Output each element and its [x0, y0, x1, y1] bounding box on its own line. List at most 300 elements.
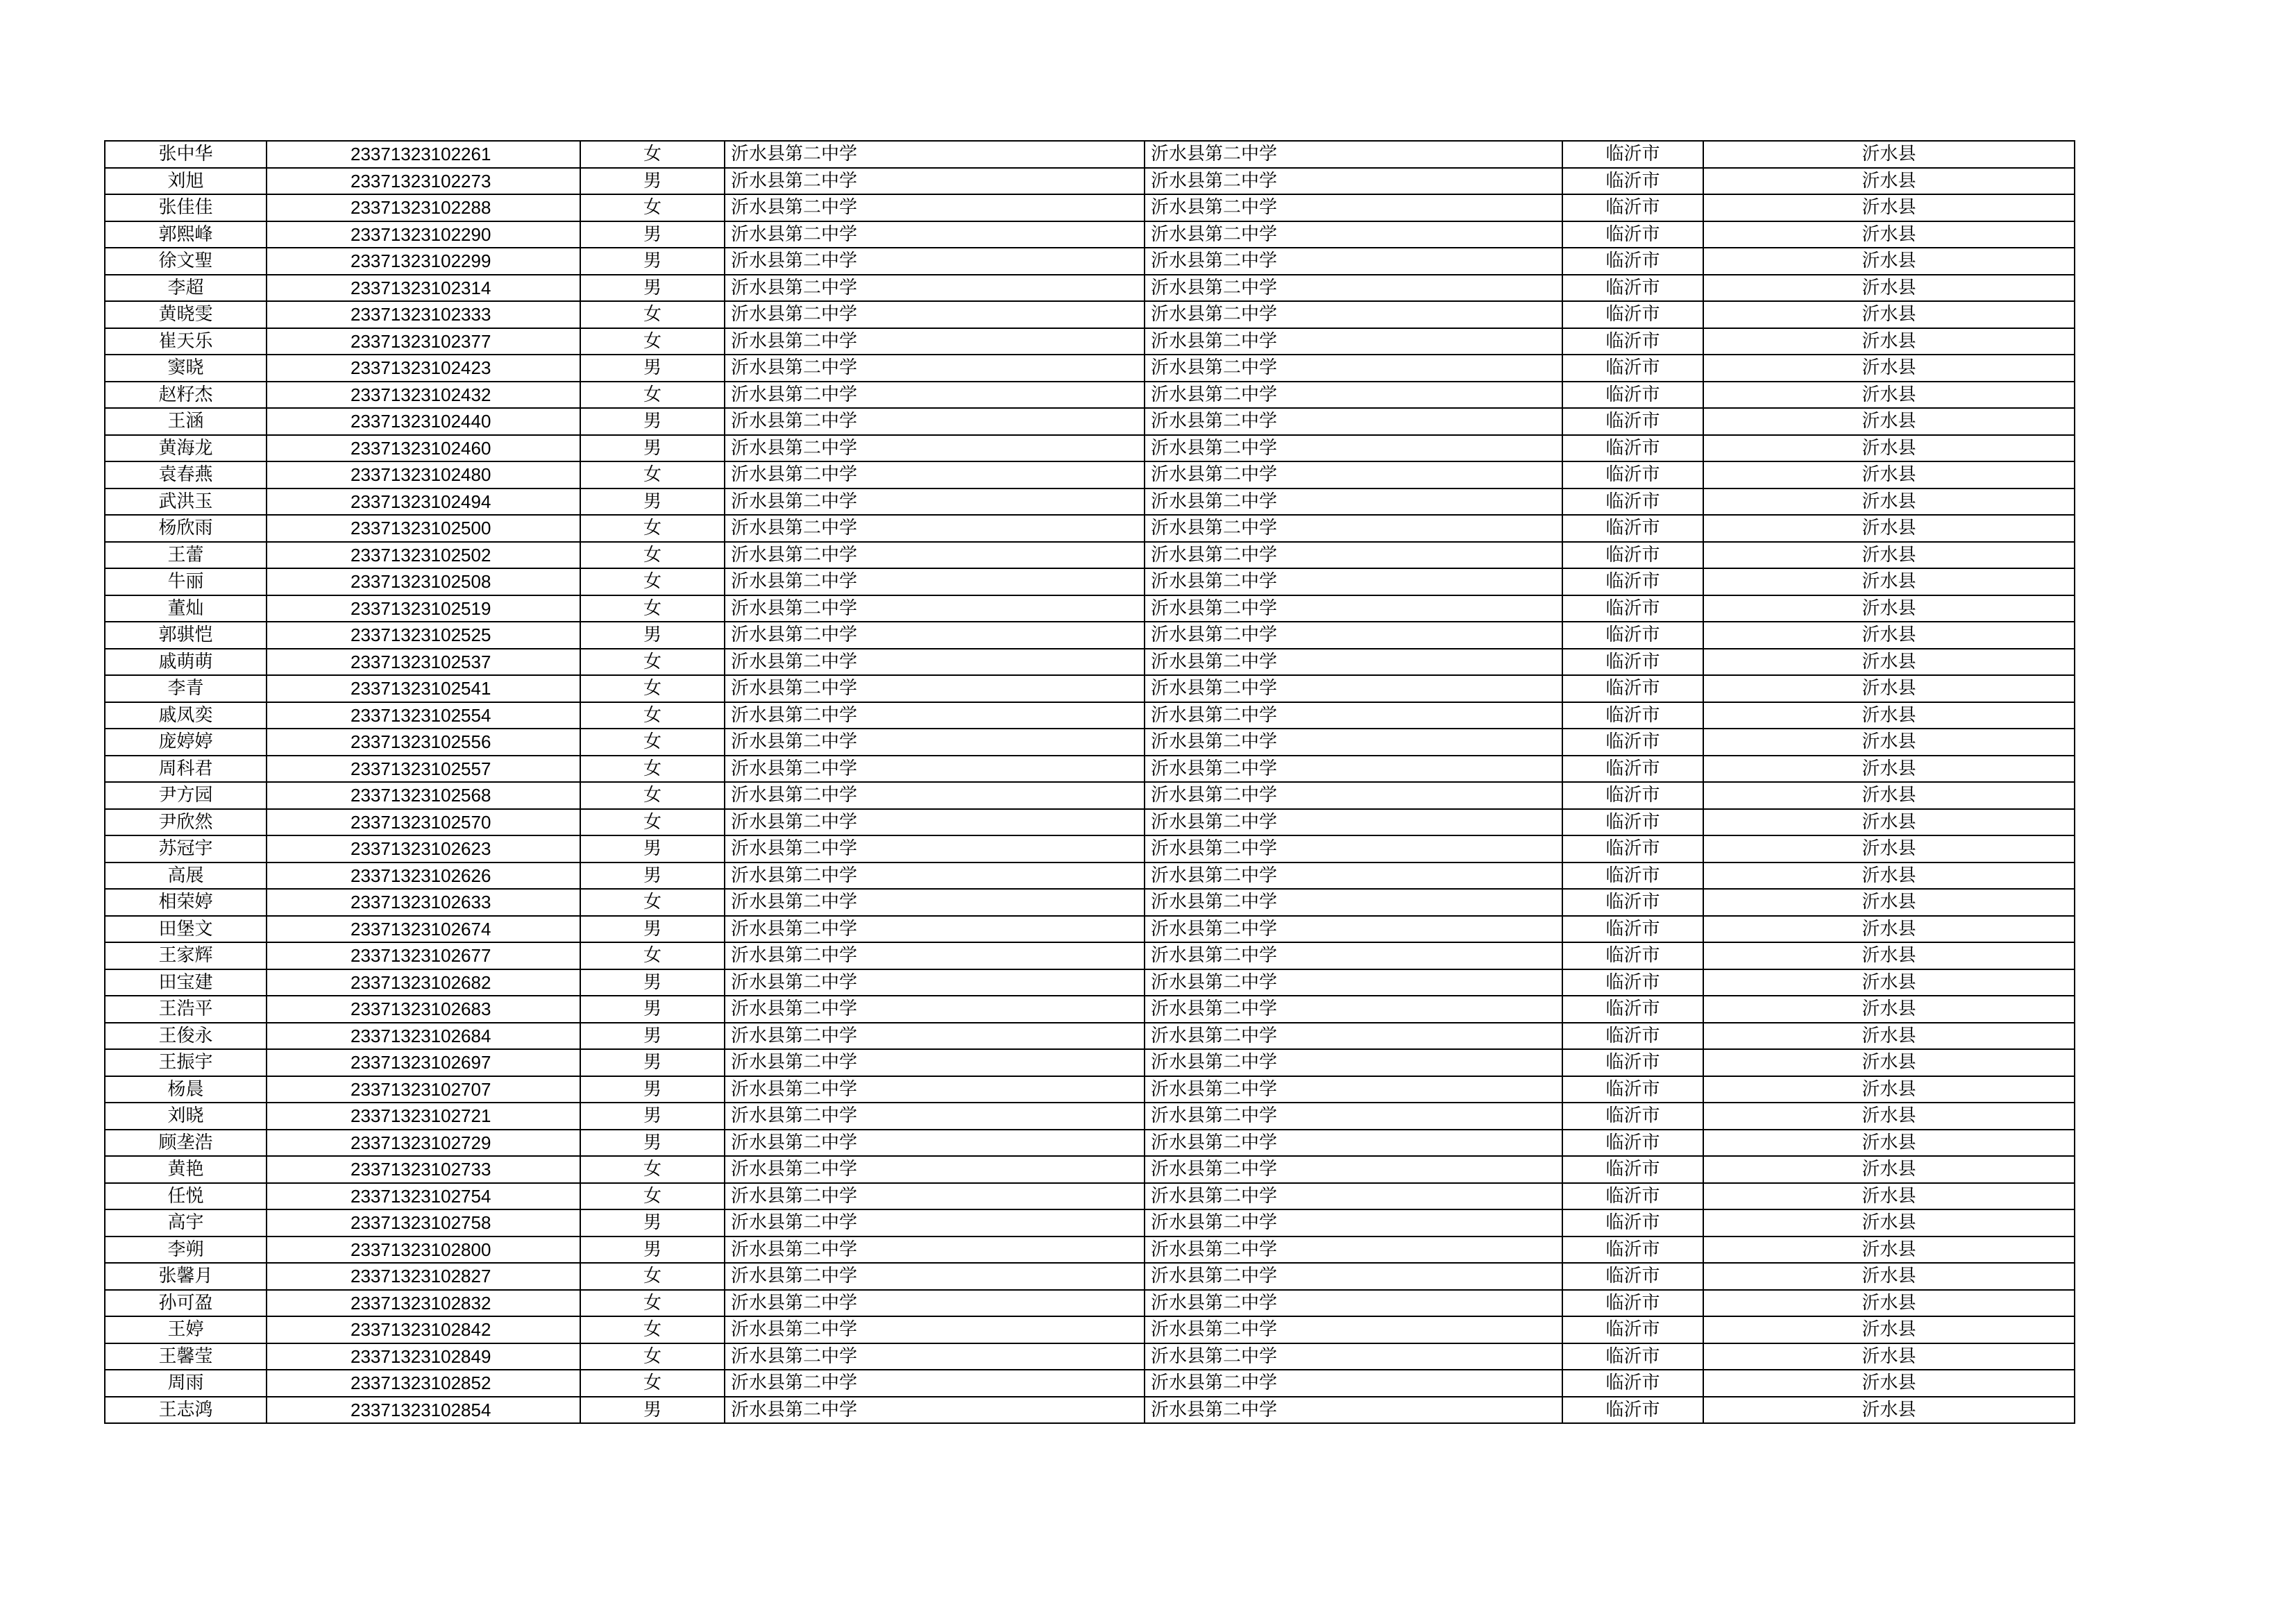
- table-row: [105, 1370, 2075, 1397]
- gender-cell: 男: [580, 408, 725, 435]
- exam-number-cell: 23371323102460: [267, 435, 580, 462]
- student-name-cell: 杨晨: [105, 1076, 267, 1103]
- school-cell: 沂水县第二中学: [725, 1237, 1145, 1264]
- school-cell: 沂水县第二中学: [725, 275, 1145, 302]
- county-cell: 沂水县: [1703, 1023, 2075, 1050]
- county-cell: 沂水县: [1703, 942, 2075, 969]
- school-cell: 沂水县第二中学: [725, 782, 1145, 809]
- school-cell: 沂水县第二中学: [725, 1156, 1145, 1183]
- exam-number-cell: 23371323102333: [267, 301, 580, 328]
- gender-cell: 男: [580, 488, 725, 516]
- county-cell: 沂水县: [1703, 488, 2075, 516]
- county-cell: 沂水县: [1703, 863, 2075, 890]
- city-cell: 临沂市: [1562, 168, 1703, 195]
- student-name-cell: 杨欣雨: [105, 515, 267, 542]
- gender-cell: 男: [580, 916, 725, 943]
- city-cell: 临沂市: [1562, 729, 1703, 756]
- exam-number-cell: 23371323102697: [267, 1049, 580, 1076]
- student-name-cell: 张馨月: [105, 1263, 267, 1290]
- table-row: [105, 1263, 2075, 1290]
- exam-site-cell: 沂水县第二中学: [1145, 1183, 1562, 1210]
- exam-site-cell: 沂水县第二中学: [1145, 141, 1562, 168]
- exam-site-cell: 沂水县第二中学: [1145, 515, 1562, 542]
- table-row: [105, 355, 2075, 382]
- city-cell: 临沂市: [1562, 835, 1703, 863]
- exam-number-cell: 23371323102623: [267, 835, 580, 863]
- county-cell: 沂水县: [1703, 355, 2075, 382]
- county-cell: 沂水县: [1703, 141, 2075, 168]
- table-row: [105, 942, 2075, 969]
- exam-number-cell: 23371323102677: [267, 942, 580, 969]
- exam-site-cell: 沂水县第二中学: [1145, 408, 1562, 435]
- county-cell: 沂水县: [1703, 622, 2075, 649]
- exam-site-cell: 沂水县第二中学: [1145, 1370, 1562, 1397]
- gender-cell: 男: [580, 275, 725, 302]
- city-cell: 临沂市: [1562, 1023, 1703, 1050]
- exam-site-cell: 沂水县第二中学: [1145, 275, 1562, 302]
- county-cell: 沂水县: [1703, 1237, 2075, 1264]
- exam-number-cell: 23371323102314: [267, 275, 580, 302]
- student-name-cell: 黄艳: [105, 1156, 267, 1183]
- county-cell: 沂水县: [1703, 782, 2075, 809]
- county-cell: 沂水县: [1703, 1049, 2075, 1076]
- gender-cell: 男: [580, 221, 725, 248]
- exam-site-cell: 沂水县第二中学: [1145, 488, 1562, 516]
- exam-number-cell: 23371323102827: [267, 1263, 580, 1290]
- school-cell: 沂水县第二中学: [725, 1049, 1145, 1076]
- student-name-cell: 田宝建: [105, 969, 267, 996]
- exam-site-cell: 沂水县第二中学: [1145, 756, 1562, 783]
- school-cell: 沂水县第二中学: [725, 942, 1145, 969]
- school-cell: 沂水县第二中学: [725, 461, 1145, 488]
- exam-site-cell: 沂水县第二中学: [1145, 996, 1562, 1023]
- exam-site-cell: 沂水县第二中学: [1145, 1049, 1562, 1076]
- school-cell: 沂水县第二中学: [725, 1183, 1145, 1210]
- county-cell: 沂水县: [1703, 756, 2075, 783]
- city-cell: 临沂市: [1562, 435, 1703, 462]
- city-cell: 临沂市: [1562, 756, 1703, 783]
- city-cell: 临沂市: [1562, 889, 1703, 916]
- table-row: [105, 1023, 2075, 1050]
- gender-cell: 男: [580, 835, 725, 863]
- gender-cell: 女: [580, 1183, 725, 1210]
- county-cell: 沂水县: [1703, 168, 2075, 195]
- exam-number-cell: 23371323102502: [267, 542, 580, 569]
- school-cell: 沂水县第二中学: [725, 408, 1145, 435]
- exam-site-cell: 沂水县第二中学: [1145, 942, 1562, 969]
- school-cell: 沂水县第二中学: [725, 1103, 1145, 1130]
- student-name-cell: 徐文聖: [105, 248, 267, 275]
- school-cell: 沂水县第二中学: [725, 996, 1145, 1023]
- exam-site-cell: 沂水县第二中学: [1145, 1263, 1562, 1290]
- gender-cell: 男: [580, 969, 725, 996]
- student-name-cell: 牛丽: [105, 568, 267, 595]
- exam-number-cell: 23371323102554: [267, 702, 580, 729]
- exam-site-cell: 沂水县第二中学: [1145, 1343, 1562, 1370]
- gender-cell: 女: [580, 889, 725, 916]
- exam-site-cell: 沂水县第二中学: [1145, 1316, 1562, 1343]
- city-cell: 临沂市: [1562, 488, 1703, 516]
- county-cell: 沂水县: [1703, 916, 2075, 943]
- student-name-cell: 王家辉: [105, 942, 267, 969]
- exam-number-cell: 23371323102682: [267, 969, 580, 996]
- county-cell: 沂水县: [1703, 1263, 2075, 1290]
- student-name-cell: 王馨莹: [105, 1343, 267, 1370]
- student-name-cell: 高宇: [105, 1209, 267, 1237]
- school-cell: 沂水县第二中学: [725, 889, 1145, 916]
- table-row: [105, 729, 2075, 756]
- exam-site-cell: 沂水县第二中学: [1145, 542, 1562, 569]
- exam-number-cell: 23371323102519: [267, 595, 580, 622]
- table-row: [105, 756, 2075, 783]
- exam-site-cell: 沂水县第二中学: [1145, 1076, 1562, 1103]
- gender-cell: 女: [580, 649, 725, 676]
- county-cell: 沂水县: [1703, 1316, 2075, 1343]
- table-row: [105, 301, 2075, 328]
- gender-cell: 男: [580, 1076, 725, 1103]
- school-cell: 沂水县第二中学: [725, 1263, 1145, 1290]
- city-cell: 临沂市: [1562, 595, 1703, 622]
- gender-cell: 女: [580, 729, 725, 756]
- county-cell: 沂水县: [1703, 1209, 2075, 1237]
- city-cell: 临沂市: [1562, 1316, 1703, 1343]
- gender-cell: 男: [580, 168, 725, 195]
- gender-cell: 女: [580, 382, 725, 409]
- table-row: [105, 702, 2075, 729]
- table-row: [105, 221, 2075, 248]
- exam-site-cell: 沂水县第二中学: [1145, 568, 1562, 595]
- exam-site-cell: 沂水县第二中学: [1145, 1237, 1562, 1264]
- city-cell: 临沂市: [1562, 996, 1703, 1023]
- school-cell: 沂水县第二中学: [725, 168, 1145, 195]
- county-cell: 沂水县: [1703, 194, 2075, 221]
- exam-number-cell: 23371323102537: [267, 649, 580, 676]
- exam-site-cell: 沂水县第二中学: [1145, 595, 1562, 622]
- county-cell: 沂水县: [1703, 675, 2075, 702]
- exam-site-cell: 沂水县第二中学: [1145, 969, 1562, 996]
- county-cell: 沂水县: [1703, 1370, 2075, 1397]
- exam-site-cell: 沂水县第二中学: [1145, 1130, 1562, 1157]
- city-cell: 临沂市: [1562, 1156, 1703, 1183]
- county-cell: 沂水县: [1703, 328, 2075, 355]
- gender-cell: 女: [580, 702, 725, 729]
- exam-site-cell: 沂水县第二中学: [1145, 782, 1562, 809]
- exam-number-cell: 23371323102440: [267, 408, 580, 435]
- school-cell: 沂水县第二中学: [725, 756, 1145, 783]
- student-name-cell: 武洪玉: [105, 488, 267, 516]
- table-row: [105, 889, 2075, 916]
- school-cell: 沂水县第二中学: [725, 809, 1145, 836]
- student-name-cell: 周雨: [105, 1370, 267, 1397]
- table-row: [105, 275, 2075, 302]
- gender-cell: 女: [580, 1290, 725, 1317]
- student-name-cell: 董灿: [105, 595, 267, 622]
- school-cell: 沂水县第二中学: [725, 568, 1145, 595]
- exam-number-cell: 23371323102525: [267, 622, 580, 649]
- table-row: [105, 194, 2075, 221]
- exam-number-cell: 23371323102556: [267, 729, 580, 756]
- exam-site-cell: 沂水县第二中学: [1145, 1103, 1562, 1130]
- gender-cell: 女: [580, 1263, 725, 1290]
- exam-site-cell: 沂水县第二中学: [1145, 889, 1562, 916]
- city-cell: 临沂市: [1562, 1049, 1703, 1076]
- city-cell: 临沂市: [1562, 916, 1703, 943]
- exam-number-cell: 23371323102683: [267, 996, 580, 1023]
- exam-number-cell: 23371323102832: [267, 1290, 580, 1317]
- exam-site-cell: 沂水县第二中学: [1145, 863, 1562, 890]
- exam-site-cell: 沂水县第二中学: [1145, 729, 1562, 756]
- county-cell: 沂水县: [1703, 729, 2075, 756]
- student-name-cell: 王振宇: [105, 1049, 267, 1076]
- table-body: [105, 141, 2075, 1423]
- exam-number-cell: 23371323102800: [267, 1237, 580, 1264]
- exam-site-cell: 沂水县第二中学: [1145, 916, 1562, 943]
- gender-cell: 女: [580, 756, 725, 783]
- city-cell: 临沂市: [1562, 1076, 1703, 1103]
- school-cell: 沂水县第二中学: [725, 1209, 1145, 1237]
- school-cell: 沂水县第二中学: [725, 355, 1145, 382]
- student-name-cell: 高展: [105, 863, 267, 890]
- city-cell: 临沂市: [1562, 622, 1703, 649]
- county-cell: 沂水县: [1703, 301, 2075, 328]
- school-cell: 沂水县第二中学: [725, 382, 1145, 409]
- school-cell: 沂水县第二中学: [725, 435, 1145, 462]
- gender-cell: 女: [580, 141, 725, 168]
- exam-site-cell: 沂水县第二中学: [1145, 1397, 1562, 1424]
- exam-number-cell: 23371323102758: [267, 1209, 580, 1237]
- gender-cell: 男: [580, 1103, 725, 1130]
- school-cell: 沂水县第二中学: [725, 248, 1145, 275]
- gender-cell: 男: [580, 1130, 725, 1157]
- gender-cell: 女: [580, 1156, 725, 1183]
- county-cell: 沂水县: [1703, 435, 2075, 462]
- exam-site-cell: 沂水县第二中学: [1145, 702, 1562, 729]
- table-row: [105, 488, 2075, 516]
- gender-cell: 女: [580, 1316, 725, 1343]
- table-row: [105, 1130, 2075, 1157]
- county-cell: 沂水县: [1703, 969, 2075, 996]
- gender-cell: 男: [580, 1209, 725, 1237]
- school-cell: 沂水县第二中学: [725, 1397, 1145, 1424]
- county-cell: 沂水县: [1703, 649, 2075, 676]
- city-cell: 临沂市: [1562, 301, 1703, 328]
- county-cell: 沂水县: [1703, 1076, 2075, 1103]
- city-cell: 临沂市: [1562, 542, 1703, 569]
- gender-cell: 女: [580, 568, 725, 595]
- school-cell: 沂水县第二中学: [725, 488, 1145, 516]
- table-row: [105, 461, 2075, 488]
- county-cell: 沂水县: [1703, 408, 2075, 435]
- school-cell: 沂水县第二中学: [725, 729, 1145, 756]
- city-cell: 临沂市: [1562, 942, 1703, 969]
- student-name-cell: 赵籽杰: [105, 382, 267, 409]
- city-cell: 临沂市: [1562, 1237, 1703, 1264]
- table-row: [105, 1183, 2075, 1210]
- table-row: [105, 1316, 2075, 1343]
- exam-site-cell: 沂水县第二中学: [1145, 328, 1562, 355]
- gender-cell: 男: [580, 996, 725, 1023]
- student-name-cell: 戚凤奕: [105, 702, 267, 729]
- exam-number-cell: 23371323102626: [267, 863, 580, 890]
- school-cell: 沂水县第二中学: [725, 542, 1145, 569]
- county-cell: 沂水县: [1703, 996, 2075, 1023]
- student-name-cell: 任悦: [105, 1183, 267, 1210]
- table-row: [105, 649, 2075, 676]
- school-cell: 沂水县第二中学: [725, 1023, 1145, 1050]
- table-row: [105, 435, 2075, 462]
- gender-cell: 男: [580, 248, 725, 275]
- city-cell: 临沂市: [1562, 141, 1703, 168]
- exam-site-cell: 沂水县第二中学: [1145, 168, 1562, 195]
- exam-number-cell: 23371323102633: [267, 889, 580, 916]
- gender-cell: 女: [580, 194, 725, 221]
- gender-cell: 女: [580, 328, 725, 355]
- exam-site-cell: 沂水县第二中学: [1145, 1290, 1562, 1317]
- school-cell: 沂水县第二中学: [725, 835, 1145, 863]
- school-cell: 沂水县第二中学: [725, 916, 1145, 943]
- gender-cell: 男: [580, 1023, 725, 1050]
- gender-cell: 男: [580, 622, 725, 649]
- gender-cell: 男: [580, 1237, 725, 1264]
- table-row: [105, 515, 2075, 542]
- county-cell: 沂水县: [1703, 1130, 2075, 1157]
- exam-site-cell: 沂水县第二中学: [1145, 1156, 1562, 1183]
- exam-site-cell: 沂水县第二中学: [1145, 649, 1562, 676]
- city-cell: 临沂市: [1562, 461, 1703, 488]
- table-row: [105, 328, 2075, 355]
- student-name-cell: 刘晓: [105, 1103, 267, 1130]
- county-cell: 沂水县: [1703, 1397, 2075, 1424]
- county-cell: 沂水县: [1703, 809, 2075, 836]
- exam-number-cell: 23371323102568: [267, 782, 580, 809]
- student-name-cell: 刘旭: [105, 168, 267, 195]
- school-cell: 沂水县第二中学: [725, 515, 1145, 542]
- county-cell: 沂水县: [1703, 1343, 2075, 1370]
- table-row: [105, 1076, 2075, 1103]
- exam-number-cell: 23371323102423: [267, 355, 580, 382]
- school-cell: 沂水县第二中学: [725, 328, 1145, 355]
- student-name-cell: 戚萌萌: [105, 649, 267, 676]
- city-cell: 临沂市: [1562, 969, 1703, 996]
- exam-site-cell: 沂水县第二中学: [1145, 301, 1562, 328]
- exam-number-cell: 23371323102261: [267, 141, 580, 168]
- exam-number-cell: 23371323102377: [267, 328, 580, 355]
- table-row: [105, 675, 2075, 702]
- city-cell: 临沂市: [1562, 568, 1703, 595]
- student-name-cell: 张佳佳: [105, 194, 267, 221]
- county-cell: 沂水县: [1703, 889, 2075, 916]
- exam-number-cell: 23371323102684: [267, 1023, 580, 1050]
- student-name-cell: 庞婷婷: [105, 729, 267, 756]
- exam-number-cell: 23371323102842: [267, 1316, 580, 1343]
- school-cell: 沂水县第二中学: [725, 221, 1145, 248]
- gender-cell: 女: [580, 675, 725, 702]
- exam-site-cell: 沂水县第二中学: [1145, 355, 1562, 382]
- exam-number-cell: 23371323102557: [267, 756, 580, 783]
- student-name-cell: 王婷: [105, 1316, 267, 1343]
- exam-number-cell: 23371323102299: [267, 248, 580, 275]
- table-row: [105, 622, 2075, 649]
- exam-number-cell: 23371323102288: [267, 194, 580, 221]
- exam-site-cell: 沂水县第二中学: [1145, 194, 1562, 221]
- gender-cell: 女: [580, 595, 725, 622]
- student-name-cell: 王志鸿: [105, 1397, 267, 1424]
- table-row: [105, 382, 2075, 409]
- exam-site-cell: 沂水县第二中学: [1145, 221, 1562, 248]
- exam-number-cell: 23371323102290: [267, 221, 580, 248]
- gender-cell: 女: [580, 942, 725, 969]
- table-row: [105, 141, 2075, 168]
- gender-cell: 男: [580, 355, 725, 382]
- student-name-cell: 王涵: [105, 408, 267, 435]
- city-cell: 临沂市: [1562, 382, 1703, 409]
- county-cell: 沂水县: [1703, 515, 2075, 542]
- student-name-cell: 郭熙峰: [105, 221, 267, 248]
- county-cell: 沂水县: [1703, 595, 2075, 622]
- exam-site-cell: 沂水县第二中学: [1145, 1209, 1562, 1237]
- table-row: [105, 916, 2075, 943]
- city-cell: 临沂市: [1562, 702, 1703, 729]
- school-cell: 沂水县第二中学: [725, 622, 1145, 649]
- city-cell: 临沂市: [1562, 1130, 1703, 1157]
- table-row: [105, 863, 2075, 890]
- gender-cell: 女: [580, 301, 725, 328]
- gender-cell: 男: [580, 863, 725, 890]
- exam-number-cell: 23371323102508: [267, 568, 580, 595]
- exam-number-cell: 23371323102432: [267, 382, 580, 409]
- county-cell: 沂水县: [1703, 382, 2075, 409]
- city-cell: 临沂市: [1562, 1343, 1703, 1370]
- gender-cell: 女: [580, 1343, 725, 1370]
- student-name-cell: 黄晓雯: [105, 301, 267, 328]
- school-cell: 沂水县第二中学: [725, 1370, 1145, 1397]
- school-cell: 沂水县第二中学: [725, 595, 1145, 622]
- gender-cell: 男: [580, 1397, 725, 1424]
- table-row: [105, 1237, 2075, 1264]
- exam-number-cell: 23371323102754: [267, 1183, 580, 1210]
- exam-site-cell: 沂水县第二中学: [1145, 248, 1562, 275]
- student-name-cell: 黄海龙: [105, 435, 267, 462]
- city-cell: 临沂市: [1562, 221, 1703, 248]
- city-cell: 临沂市: [1562, 1263, 1703, 1290]
- exam-number-cell: 23371323102494: [267, 488, 580, 516]
- county-cell: 沂水县: [1703, 835, 2075, 863]
- city-cell: 临沂市: [1562, 1397, 1703, 1424]
- table-row: [105, 1103, 2075, 1130]
- school-cell: 沂水县第二中学: [725, 194, 1145, 221]
- county-cell: 沂水县: [1703, 1183, 2075, 1210]
- exam-number-cell: 23371323102674: [267, 916, 580, 943]
- exam-number-cell: 23371323102480: [267, 461, 580, 488]
- student-name-cell: 相荣婷: [105, 889, 267, 916]
- exam-number-cell: 23371323102852: [267, 1370, 580, 1397]
- student-name-cell: 王俊永: [105, 1023, 267, 1050]
- city-cell: 临沂市: [1562, 649, 1703, 676]
- exam-site-cell: 沂水县第二中学: [1145, 835, 1562, 863]
- student-name-cell: 王蕾: [105, 542, 267, 569]
- student-name-cell: 窦晓: [105, 355, 267, 382]
- school-cell: 沂水县第二中学: [725, 1316, 1145, 1343]
- school-cell: 沂水县第二中学: [725, 702, 1145, 729]
- exam-site-cell: 沂水县第二中学: [1145, 435, 1562, 462]
- student-name-cell: 李朔: [105, 1237, 267, 1264]
- county-cell: 沂水县: [1703, 702, 2075, 729]
- city-cell: 临沂市: [1562, 515, 1703, 542]
- gender-cell: 女: [580, 515, 725, 542]
- exam-site-cell: 沂水县第二中学: [1145, 382, 1562, 409]
- city-cell: 临沂市: [1562, 1290, 1703, 1317]
- city-cell: 临沂市: [1562, 782, 1703, 809]
